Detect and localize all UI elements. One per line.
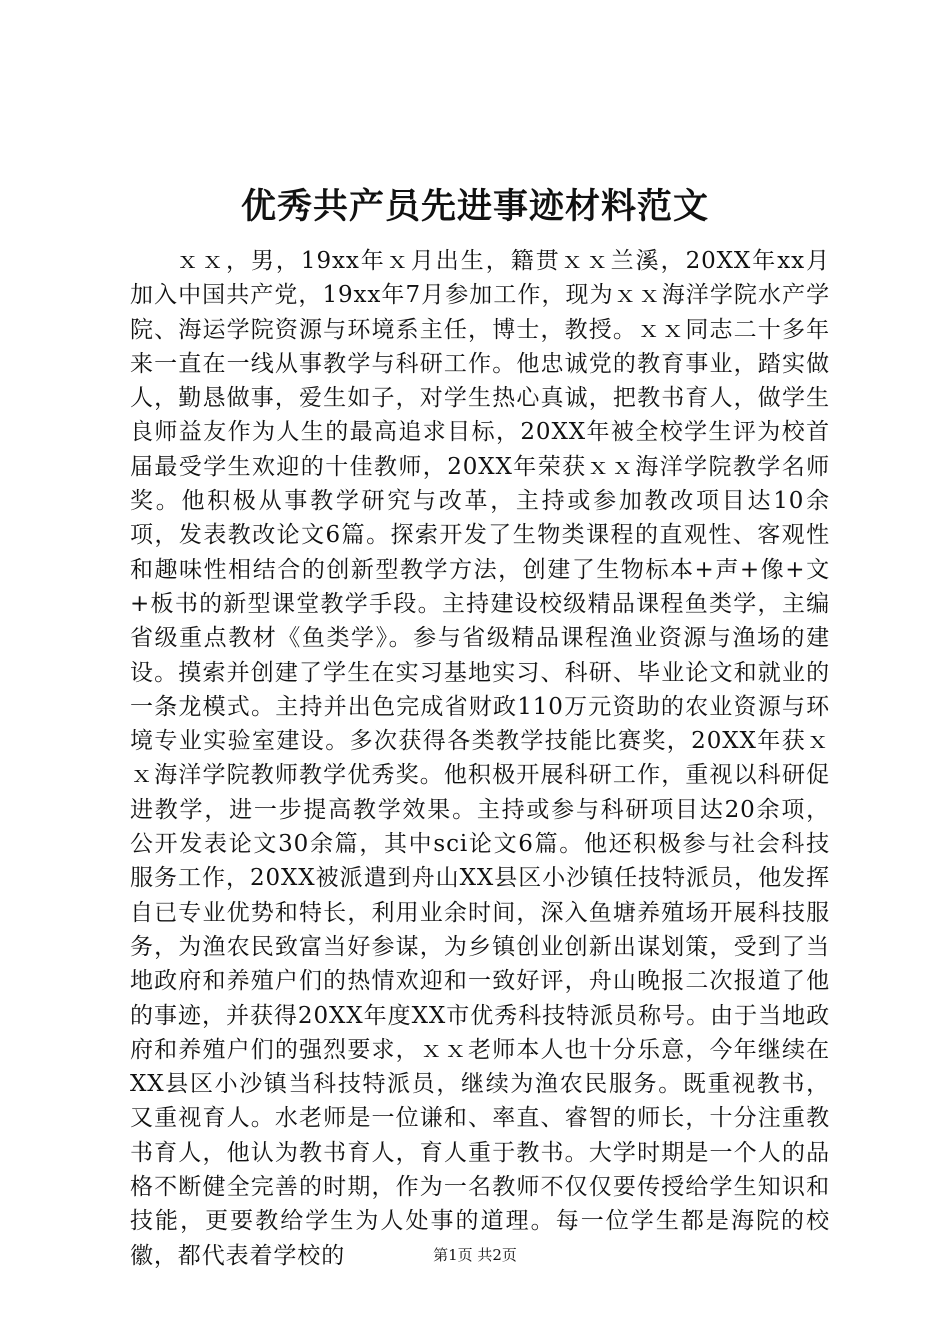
- body-paragraph: ｘｘ，男，19xx年ｘ月出生，籍贯ｘｘ兰溪，20XX年xx月加入中国共产党，19xx年7月参加工作，现为ｘｘ海洋学院水产学院、海运学院资源与环境系主任，博士，教授。ｘｘ同志二十多年来一直在一线从事教学与科研工作。他忠诚党的教育事业，踏实做人，勤恳做事，爱生如子，对学生热心真诚，把教书育人，做学生良师益友作为人生的最高追求目标，20XX年被全校学生评为校首届最受学生欢迎的十佳教师，20XX年荣获ｘｘ海洋学院教学名师奖。他积极从事教学研究与改革，主持或参加教改项目达10余项，发表教改论文6篇。探索开发了生物类课程的直观性、客观性和趣味性相结合的创新型教学方法，创建了生物标本+声+像+文+板书的新型课堂教学手段。主持建设校级精品课程鱼类学，主编省级重点教材《鱼类学》。参与省级精品课程渔业资源与渔场的建设。摸索并创建了学生在实习基地实习、科研、毕业论文和就业的一条龙模式。主持并出色完成省财政110万元资助的农业资源与环境专业实验室建设。多次获得各类教学技能比赛奖，20XX年获ｘｘ海洋学院教师教学优秀奖。他积极开展科研工作，重视以科研促进教学，进一步提高教学效果。主持或参与科研项目达20余项，公开发表论文30余篇，其中sci论文6篇。他还积极参与社会科技服务工作，20XX被派遣到舟山XX县区小沙镇任技特派员，他发挥自已专业优势和特长，利用业余时间，深入鱼塘养殖场开展科技服务，为渔农民致富当好参谋，为乡镇创业创新出谋划策，受到了当地政府和养殖户们的热情欢迎和一致好评，舟山晚报二次报道了他的事迹，并获得20XX年度XX市优秀科技特派员称号。由于当地政府和养殖户们的强烈要求，ｘｘ老师本人也十分乐意，今年继续在XX县区小沙镇当科技特派员，继续为渔农民服务。既重视教书，又重视育人。水老师是一位谦和、率直、睿智的师长，十分注重教书育人，他认为教书育人，育人重于教书。大学时期是一个人的品格不断健全完善的时期，作为一名教师不仅仅要传授给学生知识和技能，更要教给学生为人处事的道理。每一位学生都是海院的校徽，都代表着学校的: [130, 248, 830, 1269]
- document-title: 优秀共产员先进事迹材料范文: [240, 186, 709, 227]
- page-footer: 第1页 共2页: [433, 1246, 517, 1264]
